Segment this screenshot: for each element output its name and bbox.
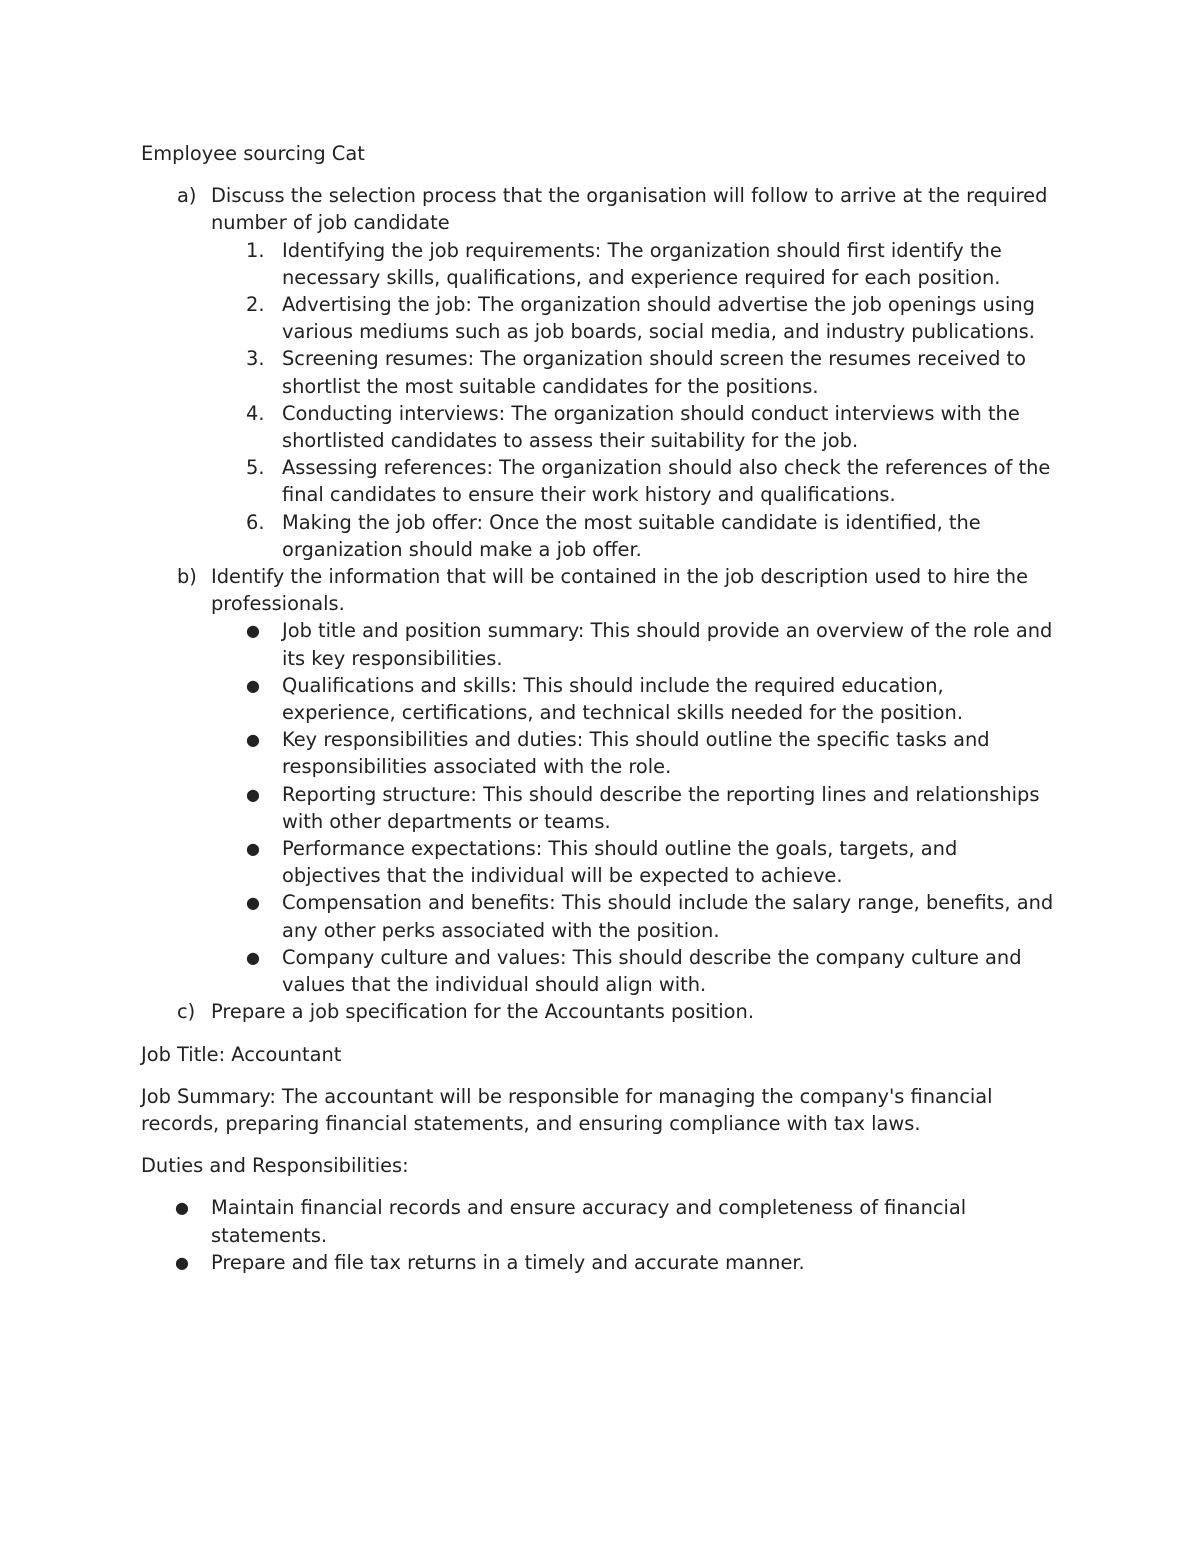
bullet-item [141,781,1061,835]
question-b [141,563,1061,617]
bullet-item [141,889,1061,943]
bullet-icon: ● [246,947,260,967]
list-item [141,237,1061,291]
question-a-text: Discuss the selection process that the organisation will follow to arrive at the required number of job candidate [211,184,1048,235]
bullet-item-text: Company culture and values: This should describe the company culture and values that the individual should align with. [282,945,1022,997]
list-item-text: Advertising the job: The organization should advertise the job openings using various mediums such as job boards, social media, and industry publications. [282,293,1035,344]
bullet-item [141,672,1061,726]
question-c [141,998,1061,1025]
document-title: Employee sourcing Cat [141,142,365,165]
list-item-text: Making the job offer: Once the most suitable candidate is identified, the organization should make a job offer. [282,510,981,561]
list-item [141,400,1061,454]
question-a-marker: a) [177,184,197,208]
bullet-icon: ● [246,621,260,641]
list-item-number: 5. [246,456,265,480]
list-item-number: 4. [246,401,265,425]
bullet-icon: ● [246,893,260,913]
list-item-number: 1. [246,238,265,262]
bullet-item-text: Job title and position summary: This should provide an overview of the role and its key responsibilities. [282,619,1053,670]
question-b-text: Identify the information that will be contained in the job description used to hire the professionals. [211,565,1029,616]
bullet-icon: ● [246,730,260,750]
bullet-item-text: Qualifications and skills: This should include the required education, experience, certifications, and technical skills needed for the position. [282,673,963,725]
bullet-item-text: Key responsibilities and duties: This should outline the specific tasks and responsibilities associated with the role. [282,728,990,779]
bullet-item [141,726,1061,780]
list-item-text: Identifying the job requirements: The organization should first identify the necessary skills, qualifications, and experience required for each position. [282,238,1002,289]
bullet-item-text: Performance expectations: This should outline the goals, targets, and objectives that the individual will be expected to achieve. [282,837,958,888]
list-item-number: 3. [246,347,265,371]
list-item-number: 6. [246,510,265,534]
bullet-icon: ● [175,1198,189,1218]
list-item-text: Assessing references: The organization should also check the references of the final candidates to ensure their work history and qualifications. [282,456,1051,507]
bullet-icon: ● [246,784,260,804]
list-item-number: 2. [246,293,265,317]
bullet-item [141,944,1061,998]
duty-item-text: Maintain financial records and ensure accuracy and completeness of financial statements. [211,1196,967,1247]
duty-item [141,1249,1061,1276]
list-item-text: Conducting interviews: The organization should conduct interviews with the shortlisted candidates to assess their suitability for the job. [282,401,1020,453]
bullet-item [141,835,1061,889]
list-item [141,291,1061,345]
duties-heading: Duties and Responsibilities: [141,1154,409,1178]
list-item [141,509,1061,563]
question-c-text: Prepare a job specification for the Accountants position. [211,1000,754,1024]
question-c-marker: c) [177,1000,196,1024]
bullet-icon: ● [246,675,260,695]
job-summary: Job Summary: The accountant will be responsible for managing the company's financial records, preparing financial statements, and ensuring compliance with tax laws. [141,1084,993,1135]
bullet-item-text: Compensation and benefits: This should include the salary range, benefits, and any other perks associated with the position. [282,891,1054,942]
question-b-marker: b) [177,565,197,589]
bullet-icon: ● [175,1252,189,1272]
bullet-item-text: Reporting structure: This should describe the reporting lines and relationships with other departments or teams. [282,782,1040,833]
document-page [141,140,1061,1276]
bullet-icon: ● [246,839,260,859]
list-item [141,345,1061,399]
job-title: Job Title: Accountant [141,1042,342,1066]
list-item-text: Screening resumes: The organization should screen the resumes received to shortlist the most suitable candidates for the positions. [282,347,1027,398]
duty-item [141,1194,1061,1248]
question-a [141,182,1061,236]
duty-item-text: Prepare and file tax returns in a timely and accurate manner. [211,1250,805,1274]
list-item [141,454,1061,508]
bullet-item [141,617,1061,671]
